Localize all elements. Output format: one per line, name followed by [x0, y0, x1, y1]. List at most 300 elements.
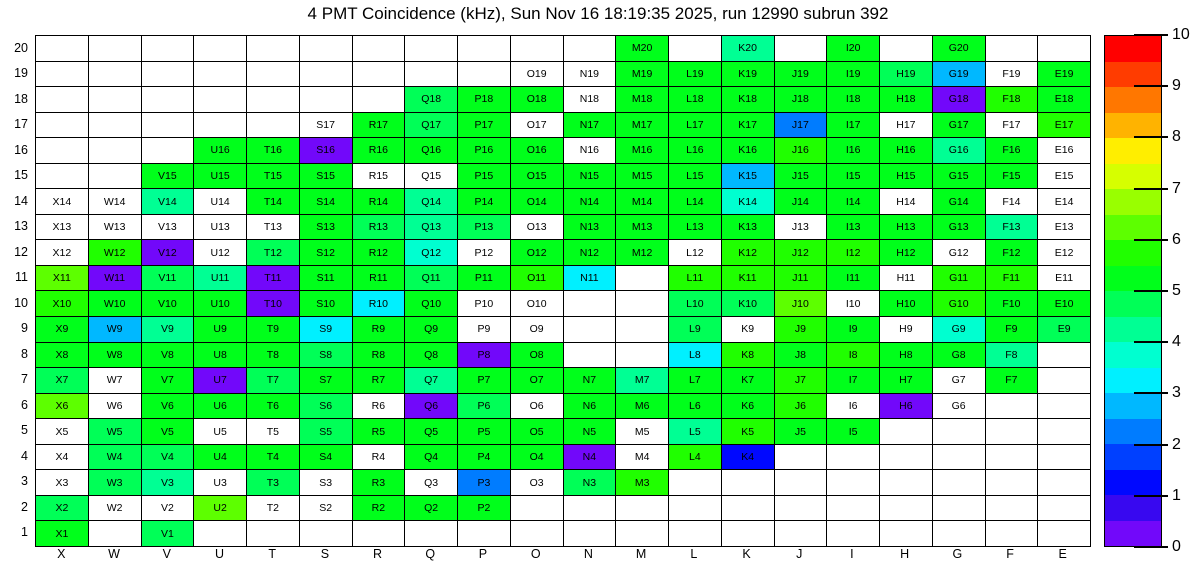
heatmap-cell: Q5 — [405, 419, 457, 444]
heatmap-cell: F18 — [986, 87, 1038, 112]
x-axis-tick-label: R — [373, 547, 383, 561]
heatmap-cell: G13 — [933, 215, 985, 240]
heatmap-cell: U9 — [194, 317, 246, 342]
heatmap-cell: P15 — [458, 164, 510, 189]
heatmap-cell: O8 — [511, 343, 563, 368]
heatmap-cell: K8 — [722, 343, 774, 368]
heatmap-cell: J13 — [775, 215, 827, 240]
heatmap-cell: R6 — [353, 394, 405, 419]
heatmap-cell: Q13 — [405, 215, 457, 240]
heatmap-cell: U13 — [194, 215, 246, 240]
heatmap-cell: G14 — [933, 189, 985, 214]
heatmap-cell: W11 — [89, 266, 141, 291]
x-axis-tick-label: M — [635, 547, 647, 561]
heatmap-cell: J16 — [775, 138, 827, 163]
y-axis-tick-label: 7 — [21, 372, 28, 387]
heatmap-cell: P5 — [458, 419, 510, 444]
heatmap-cell-empty — [827, 496, 879, 521]
heatmap-cell: X3 — [36, 470, 88, 495]
heatmap-cell: H7 — [880, 368, 932, 393]
y-axis-tick-label: 20 — [14, 40, 28, 55]
heatmap-cell: W12 — [89, 240, 141, 265]
heatmap-cell: E19 — [1038, 62, 1090, 87]
heatmap-cell: N7 — [564, 368, 616, 393]
heatmap-cell: R8 — [353, 343, 405, 368]
heatmap-cell-empty — [247, 36, 299, 61]
heatmap-cell: T6 — [247, 394, 299, 419]
heatmap-cell: E13 — [1038, 215, 1090, 240]
heatmap-cell: U14 — [194, 189, 246, 214]
heatmap-cell-empty — [89, 87, 141, 112]
heatmap-cell: H10 — [880, 291, 932, 316]
heatmap-cell: T15 — [247, 164, 299, 189]
heatmap-cell-empty — [36, 164, 88, 189]
x-axis-tick-label: W — [108, 547, 120, 561]
heatmap-cell-empty — [511, 521, 563, 546]
heatmap-cell-empty — [880, 496, 932, 521]
heatmap-cell: W7 — [89, 368, 141, 393]
heatmap-cell: K7 — [722, 368, 774, 393]
heatmap-cell: K20 — [722, 36, 774, 61]
colorbar — [1104, 35, 1162, 547]
x-axis-tick-label: P — [478, 547, 488, 561]
heatmap-cell: N19 — [564, 62, 616, 87]
heatmap-cell-empty — [775, 496, 827, 521]
heatmap-cell: M5 — [616, 419, 668, 444]
heatmap-cell: Q8 — [405, 343, 457, 368]
x-axis-tick-label: V — [162, 547, 171, 561]
x-axis-tick-label: E — [1058, 547, 1067, 561]
heatmap-cell: R5 — [353, 419, 405, 444]
heatmap-cell: O4 — [511, 445, 563, 470]
heatmap-cell: S15 — [300, 164, 352, 189]
colorbar-band — [1105, 419, 1161, 445]
heatmap-cell: H12 — [880, 240, 932, 265]
heatmap-cell: H8 — [880, 343, 932, 368]
heatmap-cell: M16 — [616, 138, 668, 163]
x-axis-tick-label: H — [900, 547, 910, 561]
heatmap-cell-empty — [880, 521, 932, 546]
heatmap-cell-empty — [986, 470, 1038, 495]
heatmap-cell: J10 — [775, 291, 827, 316]
heatmap-cell: L4 — [669, 445, 721, 470]
heatmap-cell: S2 — [300, 496, 352, 521]
heatmap-cell: O13 — [511, 215, 563, 240]
heatmap-cell-empty — [353, 521, 405, 546]
heatmap-cell: R13 — [353, 215, 405, 240]
heatmap-cell-empty — [142, 87, 194, 112]
x-axis-tick-label: J — [796, 547, 803, 561]
heatmap-cell: M6 — [616, 394, 668, 419]
heatmap-cell: V12 — [142, 240, 194, 265]
heatmap-cell: R11 — [353, 266, 405, 291]
heatmap-cell: M14 — [616, 189, 668, 214]
heatmap-cell: K9 — [722, 317, 774, 342]
heatmap-cell: Q6 — [405, 394, 457, 419]
heatmap-cell: S6 — [300, 394, 352, 419]
heatmap-cell: T4 — [247, 445, 299, 470]
heatmap-cell: T9 — [247, 317, 299, 342]
heatmap-cell: F12 — [986, 240, 1038, 265]
heatmap-cell-empty — [616, 317, 668, 342]
heatmap-cell-empty — [775, 445, 827, 470]
heatmap-cell-empty — [1038, 343, 1090, 368]
heatmap-cell: U10 — [194, 291, 246, 316]
heatmap-cell: P10 — [458, 291, 510, 316]
heatmap-cell: R16 — [353, 138, 405, 163]
heatmap-cell: X9 — [36, 317, 88, 342]
heatmap-cell: U11 — [194, 266, 246, 291]
y-axis-tick-label: 4 — [21, 448, 28, 463]
heatmap-cell: M18 — [616, 87, 668, 112]
heatmap-cell: T10 — [247, 291, 299, 316]
heatmap-cell-empty — [89, 521, 141, 546]
heatmap-cell: X7 — [36, 368, 88, 393]
heatmap-cell: N11 — [564, 266, 616, 291]
colorbar-band — [1105, 87, 1161, 113]
heatmap-cell-empty — [405, 36, 457, 61]
heatmap-cell-empty — [880, 445, 932, 470]
heatmap-cell-empty — [1038, 470, 1090, 495]
heatmap-cell-empty — [300, 62, 352, 87]
heatmap-cell: M19 — [616, 62, 668, 87]
heatmap-cell: X2 — [36, 496, 88, 521]
heatmap-cell: W13 — [89, 215, 141, 240]
heatmap-cell: S17 — [300, 113, 352, 138]
colorbar-band — [1105, 521, 1161, 547]
heatmap-cell: L9 — [669, 317, 721, 342]
heatmap-cell: J11 — [775, 266, 827, 291]
colorbar-band — [1105, 113, 1161, 139]
heatmap-cell: P13 — [458, 215, 510, 240]
heatmap-cell: L13 — [669, 215, 721, 240]
heatmap-cell-empty — [564, 291, 616, 316]
heatmap-cell: K12 — [722, 240, 774, 265]
heatmap-cell: N16 — [564, 138, 616, 163]
heatmap-cell: N18 — [564, 87, 616, 112]
heatmap-cell: U4 — [194, 445, 246, 470]
heatmap-cell: F9 — [986, 317, 1038, 342]
heatmap-cell: M17 — [616, 113, 668, 138]
heatmap-cell-empty — [775, 470, 827, 495]
heatmap-cell: K15 — [722, 164, 774, 189]
heatmap-cell: S12 — [300, 240, 352, 265]
heatmap-cell: O11 — [511, 266, 563, 291]
heatmap-cell-empty — [89, 113, 141, 138]
heatmap-cell: W2 — [89, 496, 141, 521]
heatmap-cell: W3 — [89, 470, 141, 495]
heatmap-cell: E17 — [1038, 113, 1090, 138]
heatmap-cell: F15 — [986, 164, 1038, 189]
heatmap-cell: G16 — [933, 138, 985, 163]
heatmap-cell: E9 — [1038, 317, 1090, 342]
heatmap-cell: J6 — [775, 394, 827, 419]
heatmap-cell: Q3 — [405, 470, 457, 495]
y-axis-tick-label: 6 — [21, 397, 28, 412]
heatmap-cell-empty — [36, 138, 88, 163]
heatmap-cell-empty — [564, 317, 616, 342]
heatmap-cell: O3 — [511, 470, 563, 495]
heatmap-cell: E16 — [1038, 138, 1090, 163]
heatmap-cell: H17 — [880, 113, 932, 138]
heatmap-cell: Q11 — [405, 266, 457, 291]
colorbar-band — [1105, 470, 1161, 496]
heatmap-cell: H18 — [880, 87, 932, 112]
colorbar-band — [1105, 342, 1161, 368]
heatmap-cell: E11 — [1038, 266, 1090, 291]
heatmap-cell: V10 — [142, 291, 194, 316]
heatmap-cell-empty — [247, 62, 299, 87]
heatmap-cell: J12 — [775, 240, 827, 265]
heatmap-cell-empty — [669, 496, 721, 521]
heatmap-cell-empty — [405, 521, 457, 546]
heatmap-cell-empty — [827, 445, 879, 470]
heatmap-cell-empty — [300, 36, 352, 61]
heatmap-cell: V7 — [142, 368, 194, 393]
heatmap-cell-empty — [616, 521, 668, 546]
colorbar-band — [1105, 317, 1161, 343]
heatmap-cell: M7 — [616, 368, 668, 393]
heatmap-cell: S10 — [300, 291, 352, 316]
heatmap-cell: L10 — [669, 291, 721, 316]
colorbar-tick-label: 3 — [1172, 384, 1181, 402]
heatmap-cell: K13 — [722, 215, 774, 240]
heatmap-cell: X13 — [36, 215, 88, 240]
heatmap-cell: F16 — [986, 138, 1038, 163]
heatmap-cell-empty — [300, 87, 352, 112]
heatmap-cell: O18 — [511, 87, 563, 112]
heatmap-cell-empty — [880, 419, 932, 444]
heatmap-cell: U6 — [194, 394, 246, 419]
heatmap-cell-empty — [722, 470, 774, 495]
heatmap-cell: J14 — [775, 189, 827, 214]
heatmap-cell: K18 — [722, 87, 774, 112]
heatmap-cell-empty — [616, 266, 668, 291]
heatmap-cell-empty — [616, 343, 668, 368]
chart-title: 4 PMT Coincidence (kHz), Sun Nov 16 18:19:35 2025, run 12990 subrun 392 — [307, 4, 889, 23]
heatmap-cell-empty — [616, 496, 668, 521]
heatmap-cell-empty — [194, 62, 246, 87]
heatmap-cell-empty — [986, 521, 1038, 546]
heatmap-cell: H15 — [880, 164, 932, 189]
heatmap-cell-empty — [880, 470, 932, 495]
heatmap-cell: H13 — [880, 215, 932, 240]
heatmap-cell: I15 — [827, 164, 879, 189]
heatmap-cell-empty — [827, 521, 879, 546]
heatmap-cell: N15 — [564, 164, 616, 189]
y-axis-tick-label: 15 — [14, 168, 28, 183]
heatmap-cell: E10 — [1038, 291, 1090, 316]
heatmap-cell: R10 — [353, 291, 405, 316]
heatmap-cell-empty — [458, 36, 510, 61]
colorbar-band — [1105, 266, 1161, 292]
heatmap-cell: V14 — [142, 189, 194, 214]
heatmap-cell-empty — [669, 470, 721, 495]
y-axis-tick-label: 10 — [14, 295, 28, 310]
heatmap-cell: G17 — [933, 113, 985, 138]
colorbar-tick-label: 0 — [1172, 538, 1181, 555]
heatmap-cell-empty — [986, 36, 1038, 61]
heatmap-cell-empty — [775, 36, 827, 61]
y-axis-tick-label: 18 — [14, 91, 28, 106]
heatmap-cell: N5 — [564, 419, 616, 444]
heatmap-cell: F19 — [986, 62, 1038, 87]
heatmap-cell: T7 — [247, 368, 299, 393]
heatmap-cell: O19 — [511, 62, 563, 87]
heatmap-cell: K11 — [722, 266, 774, 291]
heatmap-cell-empty — [564, 343, 616, 368]
heatmap-cell: H9 — [880, 317, 932, 342]
heatmap-cell-empty — [986, 445, 1038, 470]
heatmap-cell: J18 — [775, 87, 827, 112]
heatmap-cell: I9 — [827, 317, 879, 342]
heatmap-cell: V5 — [142, 419, 194, 444]
heatmap-cell: G20 — [933, 36, 985, 61]
heatmap-cell: L6 — [669, 394, 721, 419]
colorbar-band — [1105, 368, 1161, 394]
heatmap-cell: U15 — [194, 164, 246, 189]
heatmap-cell-empty — [1038, 394, 1090, 419]
heatmap-cell: Q9 — [405, 317, 457, 342]
heatmap-cell: M20 — [616, 36, 668, 61]
heatmap-cell-empty — [933, 470, 985, 495]
heatmap-cell-empty — [669, 36, 721, 61]
heatmap-cell: J19 — [775, 62, 827, 87]
heatmap-cell: I11 — [827, 266, 879, 291]
heatmap-cell: R14 — [353, 189, 405, 214]
heatmap-cell: Q2 — [405, 496, 457, 521]
heatmap-cell-empty — [142, 36, 194, 61]
y-axis-tick-label: 2 — [21, 499, 28, 514]
heatmap-cell: S11 — [300, 266, 352, 291]
heatmap-cell: L16 — [669, 138, 721, 163]
y-axis-tick-label: 11 — [15, 270, 28, 285]
heatmap-cell: Q18 — [405, 87, 457, 112]
heatmap-cell-empty — [405, 62, 457, 87]
heatmap-cell: S4 — [300, 445, 352, 470]
heatmap-cell: I17 — [827, 113, 879, 138]
heatmap-cell: G15 — [933, 164, 985, 189]
y-axis-tick-label: 17 — [14, 117, 28, 132]
x-axis-tick-label: G — [952, 547, 963, 561]
heatmap-cell: N12 — [564, 240, 616, 265]
colorbar-tick-label: 7 — [1172, 179, 1181, 197]
y-axis-tick-label: 8 — [21, 346, 28, 361]
x-axis-tick-label: Q — [425, 547, 436, 561]
heatmap-cell: J8 — [775, 343, 827, 368]
heatmap-cell: I5 — [827, 419, 879, 444]
heatmap-cell: M15 — [616, 164, 668, 189]
colorbar-tick-label: 2 — [1172, 435, 1181, 453]
heatmap-cell: E14 — [1038, 189, 1090, 214]
heatmap-cell: Q14 — [405, 189, 457, 214]
colorbar-tick-label: 1 — [1172, 486, 1181, 504]
heatmap-cell: S8 — [300, 343, 352, 368]
heatmap-cell: X11 — [36, 266, 88, 291]
y-axis-tick-label: 12 — [14, 244, 28, 259]
x-axis-tick-label: L — [690, 547, 698, 561]
colorbar-band — [1105, 164, 1161, 190]
heatmap-cell: S14 — [300, 189, 352, 214]
heatmap-cell-empty — [880, 36, 932, 61]
heatmap-cell: R12 — [353, 240, 405, 265]
heatmap-cell: X8 — [36, 343, 88, 368]
colorbar-tick-label: 8 — [1172, 128, 1181, 146]
y-axis-tick-label: 1 — [21, 525, 28, 540]
colorbar-tick-label: 5 — [1172, 282, 1181, 299]
heatmap-cell: V3 — [142, 470, 194, 495]
heatmap-cell: F11 — [986, 266, 1038, 291]
heatmap-cell: W4 — [89, 445, 141, 470]
x-axis-tick-label: F — [1006, 547, 1014, 561]
heatmap-cell: Q7 — [405, 368, 457, 393]
heatmap-cell-empty — [722, 496, 774, 521]
heatmap-cell: O7 — [511, 368, 563, 393]
heatmap-cell-empty — [247, 113, 299, 138]
heatmap-cell: P4 — [458, 445, 510, 470]
heatmap-grid — [35, 35, 1091, 547]
heatmap-cell: P2 — [458, 496, 510, 521]
heatmap-cell: I14 — [827, 189, 879, 214]
heatmap-cell: T8 — [247, 343, 299, 368]
heatmap-cell: K4 — [722, 445, 774, 470]
y-axis-tick-label: 19 — [14, 66, 28, 81]
colorbar-band — [1105, 138, 1161, 164]
y-axis-tick-label: 3 — [21, 474, 28, 489]
heatmap-cell: G7 — [933, 368, 985, 393]
heatmap-cell: V2 — [142, 496, 194, 521]
heatmap-cell: G10 — [933, 291, 985, 316]
heatmap-cell-empty — [194, 87, 246, 112]
heatmap-cell-empty — [933, 445, 985, 470]
heatmap-cell-empty — [36, 113, 88, 138]
heatmap-cell: K5 — [722, 419, 774, 444]
heatmap-cell: N14 — [564, 189, 616, 214]
heatmap-cell: G12 — [933, 240, 985, 265]
heatmap-cell-empty — [722, 521, 774, 546]
heatmap-cell: J7 — [775, 368, 827, 393]
heatmap-cell-empty — [36, 36, 88, 61]
heatmap-cell-empty — [1038, 419, 1090, 444]
y-axis-tick-label: 14 — [14, 193, 28, 208]
heatmap-cell: P17 — [458, 113, 510, 138]
y-axis-tick-label: 5 — [21, 423, 28, 438]
colorbar-band — [1105, 444, 1161, 470]
heatmap-cell: O17 — [511, 113, 563, 138]
heatmap-cell-empty — [511, 496, 563, 521]
heatmap-cell: W6 — [89, 394, 141, 419]
heatmap-cell: H14 — [880, 189, 932, 214]
x-axis-tick-label: X — [57, 547, 66, 561]
heatmap-cell: R9 — [353, 317, 405, 342]
heatmap-cell: Q16 — [405, 138, 457, 163]
heatmap-cell-empty — [933, 521, 985, 546]
heatmap-cell: R3 — [353, 470, 405, 495]
heatmap-cell: R2 — [353, 496, 405, 521]
heatmap-cell-empty — [194, 521, 246, 546]
heatmap-cell: U12 — [194, 240, 246, 265]
heatmap-cell: S13 — [300, 215, 352, 240]
heatmap-cell: M4 — [616, 445, 668, 470]
heatmap-cell: W9 — [89, 317, 141, 342]
heatmap-cell: V13 — [142, 215, 194, 240]
heatmap-cell: S9 — [300, 317, 352, 342]
heatmap-cell: L8 — [669, 343, 721, 368]
heatmap-cell: I8 — [827, 343, 879, 368]
heatmap-cell: O5 — [511, 419, 563, 444]
heatmap-cell: L11 — [669, 266, 721, 291]
heatmap-cell: J9 — [775, 317, 827, 342]
